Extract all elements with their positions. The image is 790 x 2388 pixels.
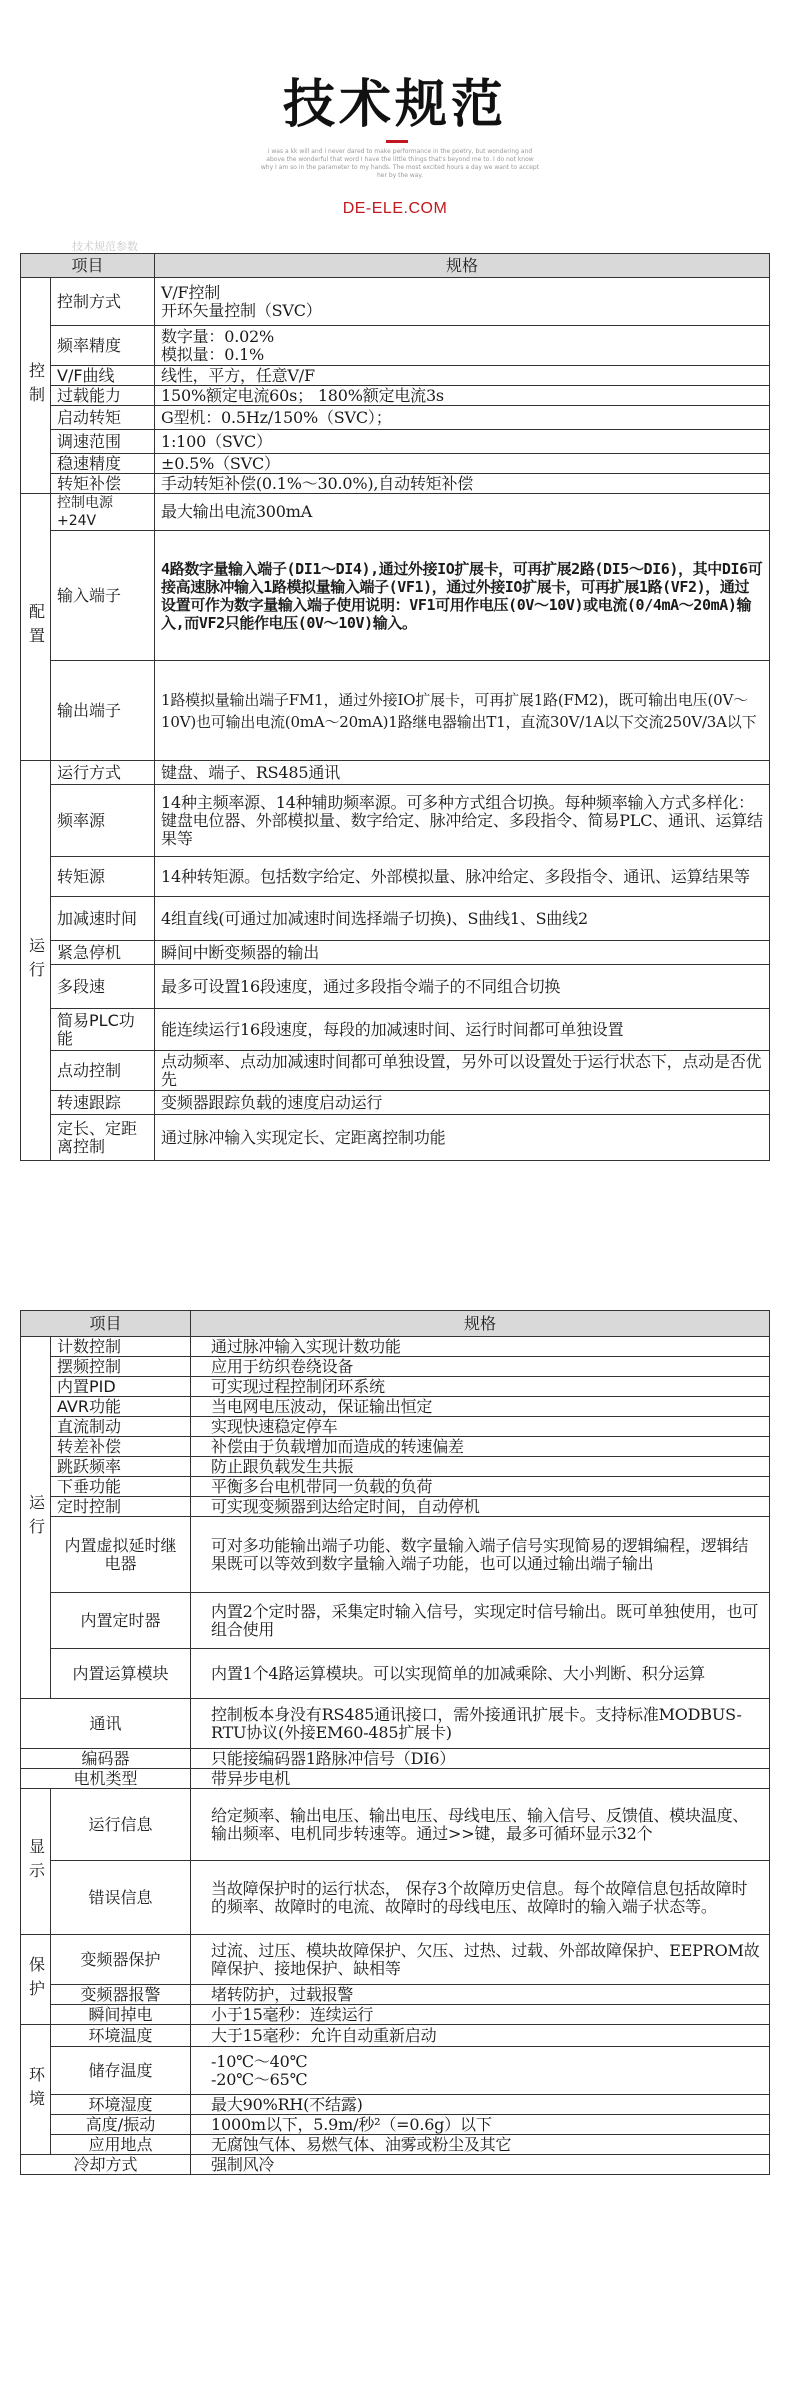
row-value: 带异步电机 bbox=[191, 1769, 770, 1789]
table-row bbox=[21, 2005, 770, 2025]
row-value: 实现快速稳定停车 bbox=[191, 1417, 770, 1437]
row-value: 只能接编码器1路脉冲信号（DI6） bbox=[191, 1749, 770, 1769]
row-value: 通过脉冲输入实现计数功能 bbox=[191, 1337, 770, 1357]
title-accent-bar bbox=[386, 140, 408, 143]
table-row bbox=[21, 1985, 770, 2005]
row-label: 环境湿度 bbox=[51, 2095, 191, 2115]
spec-table-2 bbox=[20, 1310, 770, 2175]
row-value: 变频器跟踪负载的速度启动运行 bbox=[155, 1091, 770, 1115]
row-label: 储存温度 bbox=[51, 2047, 191, 2095]
table-row bbox=[21, 1699, 770, 1749]
row-value: 4组直线(可通过加减速时间选择端子切换)、S曲线1、S曲线2 bbox=[155, 897, 770, 941]
row-label: 内置PID bbox=[51, 1377, 191, 1397]
table-row bbox=[21, 785, 770, 857]
row-value: 数字量：0.02% 模拟量：0.1% bbox=[155, 326, 770, 366]
row-label: 通讯 bbox=[21, 1699, 191, 1749]
row-value: 过流、过压、模块故障保护、欠压、过热、过载、外部故障保护、EEPROM故障保护、接地保护、缺相等 bbox=[191, 1935, 770, 1985]
table-header-row bbox=[21, 254, 770, 278]
row-label: 运行方式 bbox=[51, 761, 155, 785]
page-header bbox=[0, 0, 790, 253]
table-row bbox=[21, 474, 770, 494]
page-subtitle: i was a kk will and i never dared to make performance in the poetry, but wondering and above the wonderful that word I have the little things that's beyond me to. I do not know why I am so in the parameter to my hands. The most excited hours a day we want to accept her by the way. bbox=[260, 148, 540, 179]
row-label: 输出端子 bbox=[51, 661, 155, 761]
row-label: 应用地点 bbox=[51, 2135, 191, 2155]
table-row bbox=[21, 1437, 770, 1457]
row-label: 摆频控制 bbox=[51, 1357, 191, 1377]
row-value: 最大输出电流300mA bbox=[155, 494, 770, 531]
row-label: 调速范围 bbox=[51, 430, 155, 454]
table-row bbox=[21, 531, 770, 661]
row-value: G型机：0.5Hz/150%（SVC）； bbox=[155, 406, 770, 430]
row-value: 小于15毫秒：连续运行 bbox=[191, 2005, 770, 2025]
row-label: 控制方式 bbox=[51, 278, 155, 326]
table-row bbox=[21, 406, 770, 430]
row-label: 电机类型 bbox=[21, 1769, 191, 1789]
header-item: 项目 bbox=[21, 1311, 191, 1337]
table-row bbox=[21, 1009, 770, 1051]
category-run-2: 运行 bbox=[21, 1337, 51, 1699]
row-label: 内置虚拟延时继电器 bbox=[51, 1517, 191, 1593]
row-label: 变频器报警 bbox=[51, 1985, 191, 2005]
table-row bbox=[21, 278, 770, 326]
row-value: 150%额定电流60s； 180%额定电流3s bbox=[155, 386, 770, 406]
spec-table-1 bbox=[20, 253, 770, 1161]
row-label: 转差补偿 bbox=[51, 1437, 191, 1457]
table-row bbox=[21, 326, 770, 366]
table-row bbox=[21, 430, 770, 454]
table-row bbox=[21, 661, 770, 761]
row-value: 应用于纺织卷绕设备 bbox=[191, 1357, 770, 1377]
row-value: 防止跟负载发生共振 bbox=[191, 1457, 770, 1477]
row-value: 堵转防护，过载报警 bbox=[191, 1985, 770, 2005]
table-row bbox=[21, 1789, 770, 1861]
table-row bbox=[21, 1337, 770, 1357]
row-value: 能连续运行16段速度，每段的加减速时间、运行时间都可单独设置 bbox=[155, 1009, 770, 1051]
table-row bbox=[21, 1769, 770, 1789]
row-label: 频率精度 bbox=[51, 326, 155, 366]
table-row bbox=[21, 761, 770, 785]
row-value: 1路模拟量输出端子FM1，通过外接IO扩展卡，可再扩展1路(FM2)，既可输出电压(0V～10V)也可输出电流(0mA～20mA)1路继电器输出T1，直流30V/1A以下交流250V/3A以下 bbox=[155, 661, 770, 761]
row-value: 4路数字量输入端子(DI1～DI4),通过外接IO扩展卡，可再扩展2路(DI5～DI6)，其中DI6可接高速脉冲输入1路模拟量输入端子(VF1)，通过外接IO扩展卡，可再扩展1路(VF2)，通过设置可作为数字量输入端子使用说明：VF1可用作电压(0V～10V)或电流(0/4mA～20mA)输入,而VF2只能作电压(0V～10V)输入。 bbox=[155, 531, 770, 661]
table-row bbox=[21, 494, 770, 531]
row-label: 点动控制 bbox=[51, 1051, 155, 1091]
category-config: 配置 bbox=[21, 494, 51, 761]
row-value: 可对多功能输出端子功能、数字量输入端子信号实现简易的逻辑编程，逻辑结果既可以等效到数字量输入端子功能，也可以通过输出端子输出 bbox=[191, 1517, 770, 1593]
category-protection: 保护 bbox=[21, 1935, 51, 2025]
table-row bbox=[21, 1477, 770, 1497]
table-row bbox=[21, 1397, 770, 1417]
row-value: 键盘、端子、RS485通讯 bbox=[155, 761, 770, 785]
row-label: 转矩补偿 bbox=[51, 474, 155, 494]
row-label: 定长、定距离控制 bbox=[51, 1115, 155, 1161]
row-label: 输入端子 bbox=[51, 531, 155, 661]
row-label: 简易PLC功能 bbox=[51, 1009, 155, 1051]
table-row bbox=[21, 1417, 770, 1437]
row-label: 下垂功能 bbox=[51, 1477, 191, 1497]
row-label: 环境温度 bbox=[51, 2025, 191, 2047]
table-row bbox=[21, 2135, 770, 2155]
row-label: 转矩源 bbox=[51, 857, 155, 897]
row-value: 控制板本身没有RS485通讯接口，需外接通讯扩展卡。支持标准MODBUS-RTU协议(外接EM60-485扩展卡) bbox=[191, 1699, 770, 1749]
category-display: 显示 bbox=[21, 1789, 51, 1935]
row-value: 无腐蚀气体、易燃气体、油雾或粉尘及其它 bbox=[191, 2135, 770, 2155]
row-value: 1:100（SVC） bbox=[155, 430, 770, 454]
row-label: 跳跃频率 bbox=[51, 1457, 191, 1477]
row-label: 稳速精度 bbox=[51, 454, 155, 474]
row-label: 过载能力 bbox=[51, 386, 155, 406]
table-row bbox=[21, 857, 770, 897]
row-label: 多段速 bbox=[51, 965, 155, 1009]
row-label: 转速跟踪 bbox=[51, 1091, 155, 1115]
row-label: 定时控制 bbox=[51, 1497, 191, 1517]
page-title: 技术规范 bbox=[282, 75, 507, 135]
ghost-heading: 技术规范参数 bbox=[72, 240, 138, 253]
brand-link[interactable]: DE-ELE.COM bbox=[342, 200, 448, 217]
row-label: 启动转矩 bbox=[51, 406, 155, 430]
row-value: 给定频率、输出电压、输出电压、母线电压、输入信号、反馈值、模块温度、输出频率、电机同步转速等。通过>>键，最多可循环显示32个 bbox=[191, 1789, 770, 1861]
table-row bbox=[21, 1861, 770, 1935]
row-value: 线性，平方，任意V/F bbox=[155, 366, 770, 386]
row-value: 当故障保护时的运行状态， 保存3个故障历史信息。每个故障信息包括故障时的频率、故障时的电流、故障时的母线电压、故障时的输入端子状态等。 bbox=[191, 1861, 770, 1935]
row-label: 内置运算模块 bbox=[51, 1649, 191, 1699]
category-control: 控制 bbox=[21, 278, 51, 494]
table-header-row bbox=[21, 1311, 770, 1337]
row-value: 内置2个定时器，采集定时输入信号，实现定时信号输出。既可单独使用，也可组合使用 bbox=[191, 1593, 770, 1649]
table-row bbox=[21, 1749, 770, 1769]
row-value: 内置1个4路运算模块。可以实现简单的加减乘除、大小判断、积分运算 bbox=[191, 1649, 770, 1699]
row-label: 运行信息 bbox=[51, 1789, 191, 1861]
table-row bbox=[21, 454, 770, 474]
table-row bbox=[21, 2095, 770, 2115]
row-value: 最多可设置16段速度，通过多段指令端子的不同组合切换 bbox=[155, 965, 770, 1009]
row-value: 手动转矩补偿(0.1%～30.0%),自动转矩补偿 bbox=[155, 474, 770, 494]
table-row bbox=[21, 2155, 770, 2175]
table-row bbox=[21, 2047, 770, 2095]
row-label: 瞬间掉电 bbox=[51, 2005, 191, 2025]
table-row bbox=[21, 1115, 770, 1161]
category-environment: 环境 bbox=[21, 2025, 51, 2155]
row-label: 内置定时器 bbox=[51, 1593, 191, 1649]
category-run: 运行 bbox=[21, 761, 51, 1161]
row-value: 14种主频率源、14种辅助频率源。可多种方式组合切换。每种频率输入方式多样化：键盘电位器、外部模拟量、数字给定、脉冲给定、多段指令、简易PLC、通讯、运算结果等 bbox=[155, 785, 770, 857]
row-value: -10℃～40℃ -20℃～65℃ bbox=[191, 2047, 770, 2095]
row-label: AVR功能 bbox=[51, 1397, 191, 1417]
row-value: 当电网电压波动，保证输出恒定 bbox=[191, 1397, 770, 1417]
header-spec: 规格 bbox=[155, 254, 770, 278]
row-label: V/F曲线 bbox=[51, 366, 155, 386]
row-label: 变频器保护 bbox=[51, 1935, 191, 1985]
table-row bbox=[21, 366, 770, 386]
table-row bbox=[21, 1051, 770, 1091]
table-row bbox=[21, 1935, 770, 1985]
table-row bbox=[21, 1357, 770, 1377]
table-row bbox=[21, 1377, 770, 1397]
row-value: 最大90%RH(不结露) bbox=[191, 2095, 770, 2115]
row-value: ±0.5%（SVC） bbox=[155, 454, 770, 474]
row-value: 大于15毫秒：允许自动重新启动 bbox=[191, 2025, 770, 2047]
row-label: 频率源 bbox=[51, 785, 155, 857]
row-value: 可实现变频器到达给定时间，自动停机 bbox=[191, 1497, 770, 1517]
table-row bbox=[21, 1649, 770, 1699]
table-row bbox=[21, 2115, 770, 2135]
row-label: 计数控制 bbox=[51, 1337, 191, 1357]
row-value: 强制风冷 bbox=[191, 2155, 770, 2175]
row-value: 点动频率、点动加减速时间都可单独设置，另外可以设置处于运行状态下，点动是否优先 bbox=[155, 1051, 770, 1091]
table-row bbox=[21, 1497, 770, 1517]
table-row bbox=[21, 1091, 770, 1115]
row-value: 1000m以下，5.9m/秒²（=0.6g）以下 bbox=[191, 2115, 770, 2135]
table-row bbox=[21, 965, 770, 1009]
header-spec: 规格 bbox=[191, 1311, 770, 1337]
row-value: 通过脉冲输入实现定长、定距离控制功能 bbox=[155, 1115, 770, 1161]
row-label: 高度/振动 bbox=[51, 2115, 191, 2135]
row-label: 错误信息 bbox=[51, 1861, 191, 1935]
row-value: 补偿由于负载增加而造成的转速偏差 bbox=[191, 1437, 770, 1457]
row-value: 平衡多台电机带同一负载的负荷 bbox=[191, 1477, 770, 1497]
row-value: V/F控制 开环矢量控制（SVC） bbox=[155, 278, 770, 326]
row-label: 加减速时间 bbox=[51, 897, 155, 941]
table-row bbox=[21, 2025, 770, 2047]
table-row bbox=[21, 1457, 770, 1477]
row-label: 冷却方式 bbox=[21, 2155, 191, 2175]
table-row bbox=[21, 897, 770, 941]
table-row bbox=[21, 386, 770, 406]
table-row bbox=[21, 1517, 770, 1593]
row-label: 控制电源+24V bbox=[51, 494, 155, 531]
table-row bbox=[21, 941, 770, 965]
row-label: 直流制动 bbox=[51, 1417, 191, 1437]
row-label: 编码器 bbox=[21, 1749, 191, 1769]
header-item: 项目 bbox=[21, 254, 155, 278]
table-row bbox=[21, 1593, 770, 1649]
row-value: 可实现过程控制闭环系统 bbox=[191, 1377, 770, 1397]
row-label: 紧急停机 bbox=[51, 941, 155, 965]
row-value: 14种转矩源。包括数字给定、外部模拟量、脉冲给定、多段指令、通讯、运算结果等 bbox=[155, 857, 770, 897]
row-value: 瞬间中断变频器的输出 bbox=[155, 941, 770, 965]
